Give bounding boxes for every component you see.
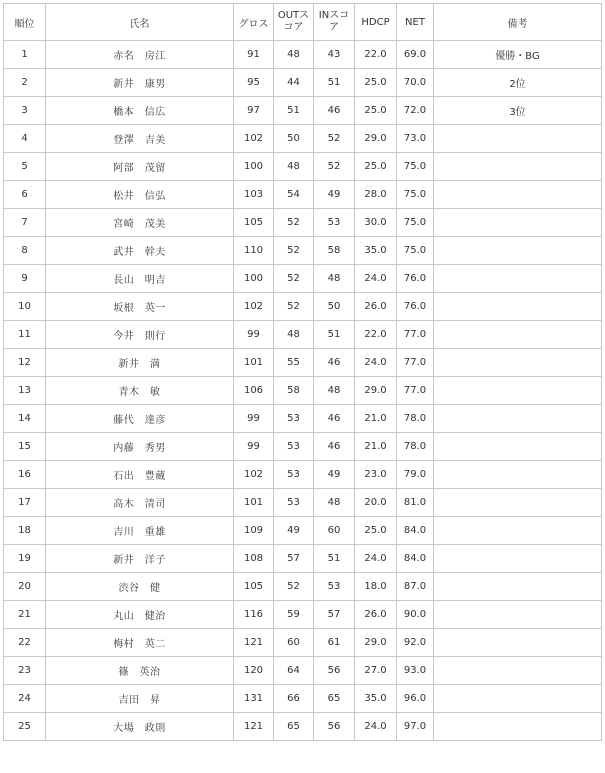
in-score-cell: 48 — [314, 377, 355, 405]
out-score-cell: 52 — [274, 209, 314, 237]
table-row — [4, 237, 602, 265]
out-score-cell: 48 — [274, 153, 314, 181]
notes-cell — [434, 153, 602, 181]
name-cell: 松井 信弘 — [46, 181, 234, 209]
name-cell: 渋谷 健 — [46, 573, 234, 601]
rank-cell: 25 — [4, 713, 46, 741]
header-out-score: OUTスコア — [274, 4, 314, 41]
notes-cell — [434, 265, 602, 293]
net-cell: 78.0 — [397, 405, 434, 433]
table-row — [4, 405, 602, 433]
in-score-cell: 56 — [314, 657, 355, 685]
net-cell: 75.0 — [397, 237, 434, 265]
name-cell: 阿部 茂留 — [46, 153, 234, 181]
name-cell: 吉川 重雄 — [46, 517, 234, 545]
net-cell: 97.0 — [397, 713, 434, 741]
name-cell: 藤代 達彦 — [46, 405, 234, 433]
in-score-cell: 51 — [314, 321, 355, 349]
out-score-cell: 66 — [274, 685, 314, 713]
table-row — [4, 377, 602, 405]
table-row — [4, 461, 602, 489]
out-score-cell: 53 — [274, 433, 314, 461]
rank-cell: 20 — [4, 573, 46, 601]
hdcp-cell: 21.0 — [355, 405, 397, 433]
name-cell: 丸山 健治 — [46, 601, 234, 629]
hdcp-cell: 35.0 — [355, 685, 397, 713]
net-cell: 75.0 — [397, 153, 434, 181]
out-score-cell: 50 — [274, 125, 314, 153]
net-cell: 87.0 — [397, 573, 434, 601]
notes-cell: 2位 — [434, 69, 602, 97]
table-row — [4, 125, 602, 153]
notes-cell — [434, 489, 602, 517]
rank-cell: 8 — [4, 237, 46, 265]
table-row — [4, 69, 602, 97]
in-score-cell: 49 — [314, 461, 355, 489]
table-row — [4, 41, 602, 69]
net-cell: 72.0 — [397, 97, 434, 125]
notes-cell: 3位 — [434, 97, 602, 125]
gross-cell: 105 — [234, 573, 274, 601]
notes-cell — [434, 433, 602, 461]
notes-cell — [434, 125, 602, 153]
notes-cell — [434, 377, 602, 405]
name-cell: 坂根 英一 — [46, 293, 234, 321]
net-cell: 90.0 — [397, 601, 434, 629]
in-score-cell: 51 — [314, 545, 355, 573]
hdcp-cell: 24.0 — [355, 545, 397, 573]
name-cell: 長山 明吉 — [46, 265, 234, 293]
hdcp-cell: 24.0 — [355, 265, 397, 293]
table-row — [4, 293, 602, 321]
in-score-cell: 48 — [314, 265, 355, 293]
in-score-cell: 48 — [314, 489, 355, 517]
table-row — [4, 321, 602, 349]
in-score-cell: 58 — [314, 237, 355, 265]
net-cell: 93.0 — [397, 657, 434, 685]
name-cell: 高木 清司 — [46, 489, 234, 517]
rank-cell: 19 — [4, 545, 46, 573]
gross-cell: 131 — [234, 685, 274, 713]
rank-cell: 7 — [4, 209, 46, 237]
table-row — [4, 517, 602, 545]
out-score-cell: 58 — [274, 377, 314, 405]
name-cell: 内藤 秀男 — [46, 433, 234, 461]
out-score-cell: 64 — [274, 657, 314, 685]
net-cell: 69.0 — [397, 41, 434, 69]
name-cell: 大場 政則 — [46, 713, 234, 741]
table-row — [4, 545, 602, 573]
name-cell: 橋本 信広 — [46, 97, 234, 125]
hdcp-cell: 26.0 — [355, 293, 397, 321]
net-cell: 75.0 — [397, 209, 434, 237]
notes-cell — [434, 573, 602, 601]
name-cell: 梅村 英二 — [46, 629, 234, 657]
hdcp-cell: 23.0 — [355, 461, 397, 489]
name-cell: 新井 洋子 — [46, 545, 234, 573]
name-cell: 赤名 房江 — [46, 41, 234, 69]
in-score-cell: 46 — [314, 405, 355, 433]
in-score-cell: 65 — [314, 685, 355, 713]
rank-cell: 6 — [4, 181, 46, 209]
in-score-cell: 43 — [314, 41, 355, 69]
in-score-cell: 46 — [314, 97, 355, 125]
rank-cell: 5 — [4, 153, 46, 181]
in-score-cell: 51 — [314, 69, 355, 97]
results-table-container — [3, 3, 602, 741]
in-score-cell: 46 — [314, 433, 355, 461]
gross-cell: 102 — [234, 293, 274, 321]
in-score-cell: 61 — [314, 629, 355, 657]
rank-cell: 17 — [4, 489, 46, 517]
hdcp-cell: 18.0 — [355, 573, 397, 601]
rank-cell: 14 — [4, 405, 46, 433]
in-score-cell: 53 — [314, 209, 355, 237]
hdcp-cell: 24.0 — [355, 713, 397, 741]
net-cell: 77.0 — [397, 321, 434, 349]
notes-cell — [434, 405, 602, 433]
net-cell: 96.0 — [397, 685, 434, 713]
rank-cell: 16 — [4, 461, 46, 489]
rank-cell: 23 — [4, 657, 46, 685]
out-score-cell: 60 — [274, 629, 314, 657]
hdcp-cell: 25.0 — [355, 153, 397, 181]
table-row — [4, 97, 602, 125]
notes-cell — [434, 545, 602, 573]
table-row — [4, 573, 602, 601]
notes-cell — [434, 713, 602, 741]
name-cell: 今井 則行 — [46, 321, 234, 349]
gross-cell: 102 — [234, 461, 274, 489]
table-row — [4, 629, 602, 657]
in-score-cell: 52 — [314, 153, 355, 181]
rank-cell: 11 — [4, 321, 46, 349]
notes-cell — [434, 461, 602, 489]
net-cell: 70.0 — [397, 69, 434, 97]
gross-cell: 99 — [234, 433, 274, 461]
header-name: 氏名 — [46, 4, 234, 41]
name-cell: 石出 豊蔵 — [46, 461, 234, 489]
out-score-cell: 51 — [274, 97, 314, 125]
rank-cell: 9 — [4, 265, 46, 293]
table-row — [4, 209, 602, 237]
gross-cell: 103 — [234, 181, 274, 209]
net-cell: 76.0 — [397, 265, 434, 293]
table-row — [4, 181, 602, 209]
notes-cell — [434, 349, 602, 377]
in-score-cell: 50 — [314, 293, 355, 321]
in-score-cell: 57 — [314, 601, 355, 629]
name-cell: 篠 英治 — [46, 657, 234, 685]
out-score-cell: 65 — [274, 713, 314, 741]
table-row — [4, 153, 602, 181]
name-cell: 青木 敏 — [46, 377, 234, 405]
gross-cell: 120 — [234, 657, 274, 685]
out-score-cell: 52 — [274, 573, 314, 601]
notes-cell — [434, 601, 602, 629]
notes-cell — [434, 517, 602, 545]
notes-cell — [434, 209, 602, 237]
header-notes: 備考 — [434, 4, 602, 41]
out-score-cell: 54 — [274, 181, 314, 209]
hdcp-cell: 29.0 — [355, 377, 397, 405]
notes-cell: 優勝・BG — [434, 41, 602, 69]
name-cell: 新井 満 — [46, 349, 234, 377]
net-cell: 78.0 — [397, 433, 434, 461]
in-score-cell: 56 — [314, 713, 355, 741]
net-cell: 79.0 — [397, 461, 434, 489]
hdcp-cell: 21.0 — [355, 433, 397, 461]
out-score-cell: 52 — [274, 265, 314, 293]
rank-cell: 4 — [4, 125, 46, 153]
hdcp-cell: 29.0 — [355, 125, 397, 153]
hdcp-cell: 20.0 — [355, 489, 397, 517]
hdcp-cell: 22.0 — [355, 41, 397, 69]
gross-cell: 95 — [234, 69, 274, 97]
results-body — [4, 41, 602, 741]
header-rank: 順位 — [4, 4, 46, 41]
out-score-cell: 53 — [274, 489, 314, 517]
header-row — [4, 4, 602, 41]
rank-cell: 21 — [4, 601, 46, 629]
gross-cell: 116 — [234, 601, 274, 629]
in-score-cell: 49 — [314, 181, 355, 209]
gross-cell: 100 — [234, 265, 274, 293]
net-cell: 92.0 — [397, 629, 434, 657]
table-row — [4, 489, 602, 517]
rank-cell: 1 — [4, 41, 46, 69]
notes-cell — [434, 181, 602, 209]
hdcp-cell: 26.0 — [355, 601, 397, 629]
gross-cell: 106 — [234, 377, 274, 405]
header-in-score: INスコア — [314, 4, 355, 41]
net-cell: 84.0 — [397, 545, 434, 573]
gross-cell: 102 — [234, 125, 274, 153]
out-score-cell: 53 — [274, 405, 314, 433]
hdcp-cell: 30.0 — [355, 209, 397, 237]
table-row — [4, 349, 602, 377]
gross-cell: 121 — [234, 629, 274, 657]
gross-cell: 99 — [234, 321, 274, 349]
hdcp-cell: 27.0 — [355, 657, 397, 685]
table-row — [4, 433, 602, 461]
out-score-cell: 48 — [274, 41, 314, 69]
net-cell: 75.0 — [397, 181, 434, 209]
hdcp-cell: 25.0 — [355, 97, 397, 125]
table-row — [4, 657, 602, 685]
out-score-cell: 48 — [274, 321, 314, 349]
net-cell: 84.0 — [397, 517, 434, 545]
in-score-cell: 60 — [314, 517, 355, 545]
notes-cell — [434, 685, 602, 713]
out-score-cell: 55 — [274, 349, 314, 377]
rank-cell: 3 — [4, 97, 46, 125]
out-score-cell: 49 — [274, 517, 314, 545]
net-cell: 73.0 — [397, 125, 434, 153]
out-score-cell: 53 — [274, 461, 314, 489]
rank-cell: 22 — [4, 629, 46, 657]
gross-cell: 105 — [234, 209, 274, 237]
net-cell: 77.0 — [397, 349, 434, 377]
rank-cell: 10 — [4, 293, 46, 321]
name-cell: 宮崎 茂美 — [46, 209, 234, 237]
gross-cell: 100 — [234, 153, 274, 181]
header-gross: グロス — [234, 4, 274, 41]
in-score-cell: 46 — [314, 349, 355, 377]
header-hdcp: HDCP — [355, 4, 397, 41]
name-cell: 新井 康男 — [46, 69, 234, 97]
rank-cell: 12 — [4, 349, 46, 377]
notes-cell — [434, 629, 602, 657]
gross-cell: 121 — [234, 713, 274, 741]
net-cell: 77.0 — [397, 377, 434, 405]
notes-cell — [434, 293, 602, 321]
gross-cell: 99 — [234, 405, 274, 433]
rank-cell: 2 — [4, 69, 46, 97]
out-score-cell: 59 — [274, 601, 314, 629]
out-score-cell: 44 — [274, 69, 314, 97]
hdcp-cell: 25.0 — [355, 517, 397, 545]
rank-cell: 24 — [4, 685, 46, 713]
table-row — [4, 713, 602, 741]
table-row — [4, 685, 602, 713]
gross-cell: 91 — [234, 41, 274, 69]
notes-cell — [434, 237, 602, 265]
rank-cell: 13 — [4, 377, 46, 405]
net-cell: 76.0 — [397, 293, 434, 321]
header-net: NET — [397, 4, 434, 41]
gross-cell: 110 — [234, 237, 274, 265]
results-table — [3, 3, 602, 741]
table-row — [4, 601, 602, 629]
gross-cell: 109 — [234, 517, 274, 545]
rank-cell: 18 — [4, 517, 46, 545]
hdcp-cell: 35.0 — [355, 237, 397, 265]
out-score-cell: 52 — [274, 293, 314, 321]
gross-cell: 108 — [234, 545, 274, 573]
hdcp-cell: 24.0 — [355, 349, 397, 377]
notes-cell — [434, 657, 602, 685]
hdcp-cell: 22.0 — [355, 321, 397, 349]
name-cell: 吉田 昇 — [46, 685, 234, 713]
gross-cell: 101 — [234, 489, 274, 517]
hdcp-cell: 29.0 — [355, 629, 397, 657]
gross-cell: 101 — [234, 349, 274, 377]
rank-cell: 15 — [4, 433, 46, 461]
notes-cell — [434, 321, 602, 349]
out-score-cell: 57 — [274, 545, 314, 573]
gross-cell: 97 — [234, 97, 274, 125]
hdcp-cell: 28.0 — [355, 181, 397, 209]
table-row — [4, 265, 602, 293]
out-score-cell: 52 — [274, 237, 314, 265]
net-cell: 81.0 — [397, 489, 434, 517]
name-cell: 登澤 吉美 — [46, 125, 234, 153]
hdcp-cell: 25.0 — [355, 69, 397, 97]
name-cell: 武井 幹夫 — [46, 237, 234, 265]
in-score-cell: 52 — [314, 125, 355, 153]
in-score-cell: 53 — [314, 573, 355, 601]
